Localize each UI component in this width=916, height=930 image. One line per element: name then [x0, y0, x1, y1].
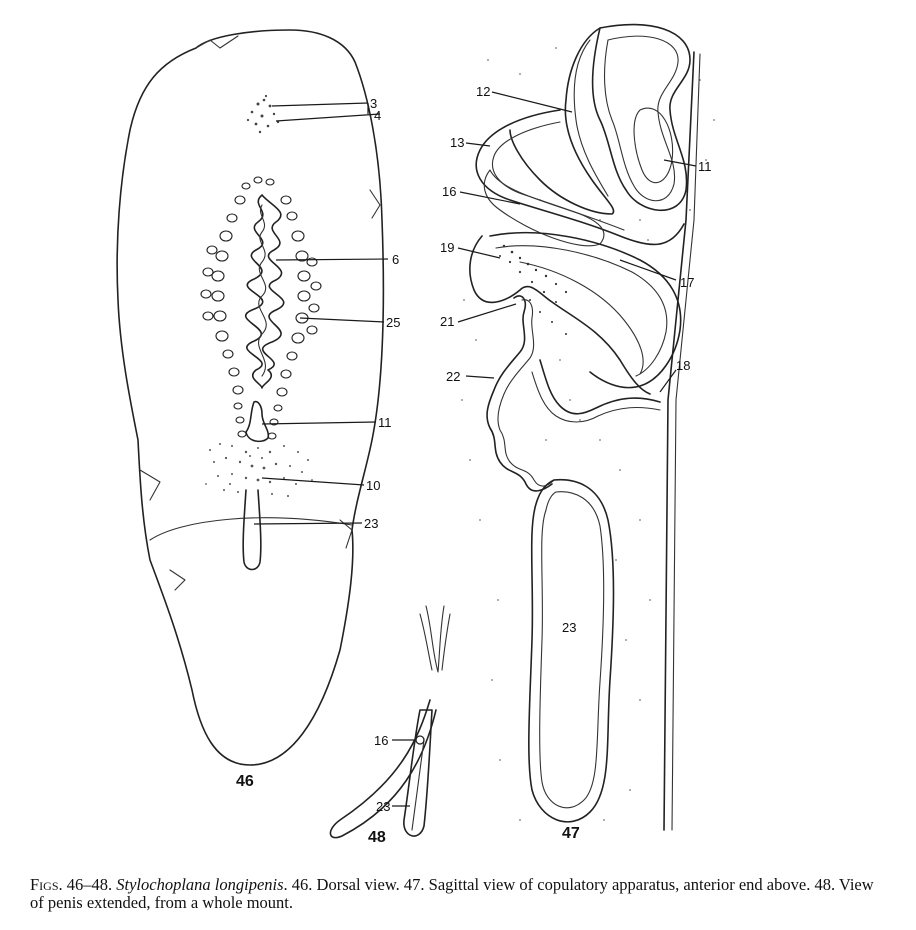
leader-6 — [276, 259, 388, 260]
genital-canal-outer — [487, 296, 552, 491]
label-17: 17 — [680, 275, 695, 290]
leader-25 — [300, 318, 384, 322]
antrum-wall — [490, 233, 681, 388]
leader-18 — [660, 370, 676, 392]
label-11: 11 — [378, 415, 392, 430]
follicles — [201, 177, 321, 439]
coiled-duct-outer — [593, 25, 691, 211]
label-25: 25 — [386, 315, 401, 330]
figure-46-dorsal-view — [117, 30, 400, 790]
penis-shaft — [404, 710, 432, 836]
label-10: 10 — [366, 478, 381, 493]
figure-caption — [30, 876, 890, 912]
eye-cluster — [247, 95, 279, 133]
antrum-wall-inner — [496, 246, 667, 376]
duct-loop — [574, 40, 608, 196]
label-23: 23 — [562, 620, 577, 635]
label-23: 23 — [364, 516, 379, 531]
leader-16 — [460, 192, 520, 204]
label-18: 18 — [676, 358, 691, 373]
leader-3 — [272, 103, 368, 106]
leader-10 — [262, 478, 364, 485]
leader-19 — [458, 248, 500, 258]
leader-4 — [276, 114, 380, 121]
leader-13 — [466, 143, 490, 146]
prostatic-region — [520, 262, 643, 374]
leader-11 — [664, 160, 696, 166]
figure-number-46: 46 — [236, 773, 254, 790]
label-11: 11 — [698, 159, 712, 174]
figure-number-47: 47 — [562, 825, 580, 842]
margin-fold — [150, 518, 352, 540]
label-4: 4 — [374, 108, 382, 123]
figure-number-48: 48 — [368, 829, 386, 846]
leader-12 — [492, 92, 572, 112]
male-antrum — [470, 236, 650, 394]
leader-11 — [262, 422, 376, 424]
leader-22 — [466, 376, 494, 378]
label-13: 13 — [450, 135, 465, 150]
genital-canal-inner — [498, 300, 554, 486]
label-16: 16 — [442, 184, 457, 199]
label-19: 19 — [440, 240, 455, 255]
penis-bulb — [416, 736, 424, 744]
duct-loop — [510, 28, 614, 214]
body-wall — [664, 52, 694, 830]
vagina-canal-inner — [532, 372, 660, 422]
figure-47-sagittal-view — [440, 25, 715, 842]
label-6: 6 — [392, 252, 400, 267]
caption-prefix: Figs. 46–48. — [30, 875, 113, 894]
margin-fold — [140, 470, 160, 500]
stylet-tips — [426, 606, 444, 672]
label-3: 3 — [370, 96, 378, 111]
body-outline — [117, 30, 383, 765]
label-22: 22 — [446, 369, 461, 384]
figure-48-penis-extended — [330, 606, 450, 846]
duct-loop-outer — [476, 110, 684, 245]
margin-fold — [370, 190, 380, 218]
label-23: 23 — [376, 799, 391, 814]
penis-organ — [246, 402, 268, 442]
tissue-stipple — [461, 47, 715, 821]
bursa — [243, 490, 261, 570]
prostate-dots — [499, 245, 567, 335]
label-21: 21 — [440, 314, 455, 329]
stylet-tips — [420, 614, 450, 670]
margin-fold — [170, 570, 185, 590]
label-16: 16 — [374, 733, 389, 748]
caption-species: Stylochoplana longipenis — [116, 875, 284, 894]
caption-text: . 46. Dorsal view. 47. Sagittal view of copulatory apparatus, anterior end above. 48. View of penis extended, from a whole mount. — [30, 875, 874, 912]
label-12: 12 — [476, 84, 491, 99]
prostatic-stipple — [205, 443, 313, 497]
leader-21 — [458, 304, 516, 322]
bursa-inner — [540, 492, 604, 808]
